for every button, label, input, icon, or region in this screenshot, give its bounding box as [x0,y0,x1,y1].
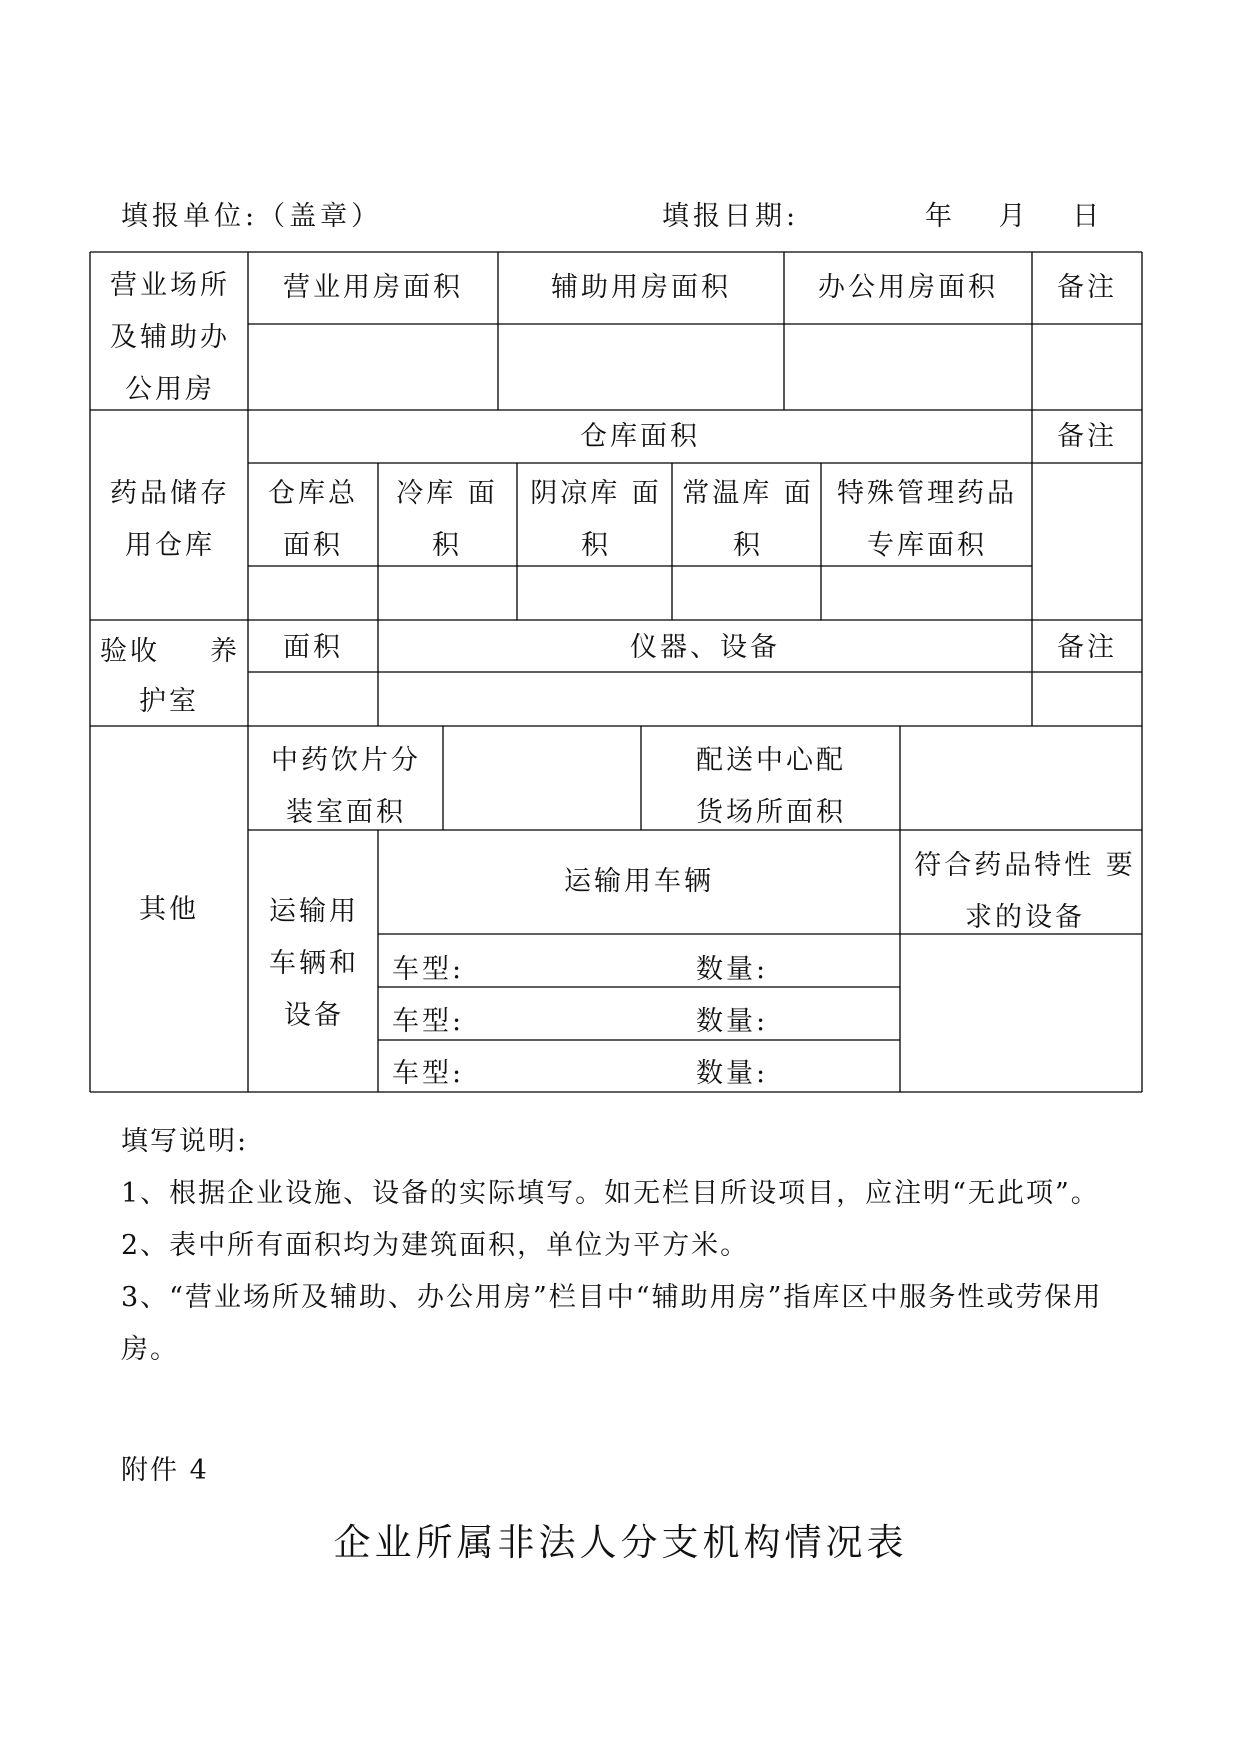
note-item: 3、“营业场所及辅助、办公用房”栏目中“辅助用房”指库区中服务性或劳保用房。 [121,1282,1103,1365]
cold-storage-area-header: 冷库 面积 [396,478,498,561]
inspection-label-part1: 验收 [100,636,160,667]
month-label: 月 [998,201,1030,232]
business-area-header: 营业用房面积 [283,272,463,303]
note-item: 1、根据企业设施、设备的实际填写。如无栏目所设项目，应注明“无此项”。 [121,1178,1100,1209]
vehicle-model-label: 车型: [392,1058,465,1089]
office-area-header: 办公用房面积 [818,272,998,303]
year-label: 年 [925,201,956,232]
instruments-equipment-header: 仪器、设备 [630,632,780,663]
section-warehouse-label: 药品储存用仓库 [110,478,230,561]
annex-label: 附件 4 [121,1455,209,1486]
inspection-remark-header: 备注 [1057,632,1117,663]
filing-unit-label: 填报单位:（盖章） [121,201,383,232]
transport-vehicles-equipment-label: 运输用车辆和设备 [269,896,359,1031]
filing-date-label: 填报日期: [662,201,800,232]
cool-storage-area-header: 阴凉库 面积 [530,478,662,561]
section-inspection-label [100,626,240,678]
warehouse-remark-header: 备注 [1057,421,1117,452]
compliant-equipment-header: 符合药品特性 要求的设备 [914,850,1136,933]
vehicle-model-label: 车型: [392,1006,465,1037]
page-title: 企业所属非法人分支机构情况表 [333,1521,908,1564]
section-premises-label: 营业场所及辅助办公用房 [110,270,230,405]
distribution-center-area-header: 配送中心配货场所面积 [696,745,846,828]
vehicle-quantity-label: 数量: [696,954,769,985]
tcm-packing-room-header: 中药饮片分装室面积 [271,745,421,828]
day-label: 日 [1072,201,1104,232]
filing-date-ymd [925,194,1103,233]
transport-vehicles-header: 运输用车辆 [564,866,714,897]
note-item: 2、表中所有面积均为建筑面积，单位为平方米。 [121,1230,750,1261]
inspection-label-part3: 护室 [139,686,199,717]
inspection-area-header: 面积 [283,632,343,663]
warehouse-area-header: 仓库面积 [580,421,700,452]
section-other-label: 其他 [139,894,199,925]
notes-title: 填写说明: [121,1126,249,1157]
remark-header: 备注 [1057,272,1117,303]
vehicle-model-label: 车型: [392,954,465,985]
special-drug-storage-header: 特殊管理药品专库面积 [837,478,1017,561]
total-warehouse-area-header: 仓库总面积 [268,478,358,561]
inspection-label-part2: 养 [210,636,240,667]
vehicle-quantity-label: 数量: [696,1006,769,1037]
vehicle-quantity-label: 数量: [696,1058,769,1089]
auxiliary-area-header: 辅助用房面积 [551,272,731,303]
normal-storage-area-header: 常温库 面积 [682,478,814,561]
